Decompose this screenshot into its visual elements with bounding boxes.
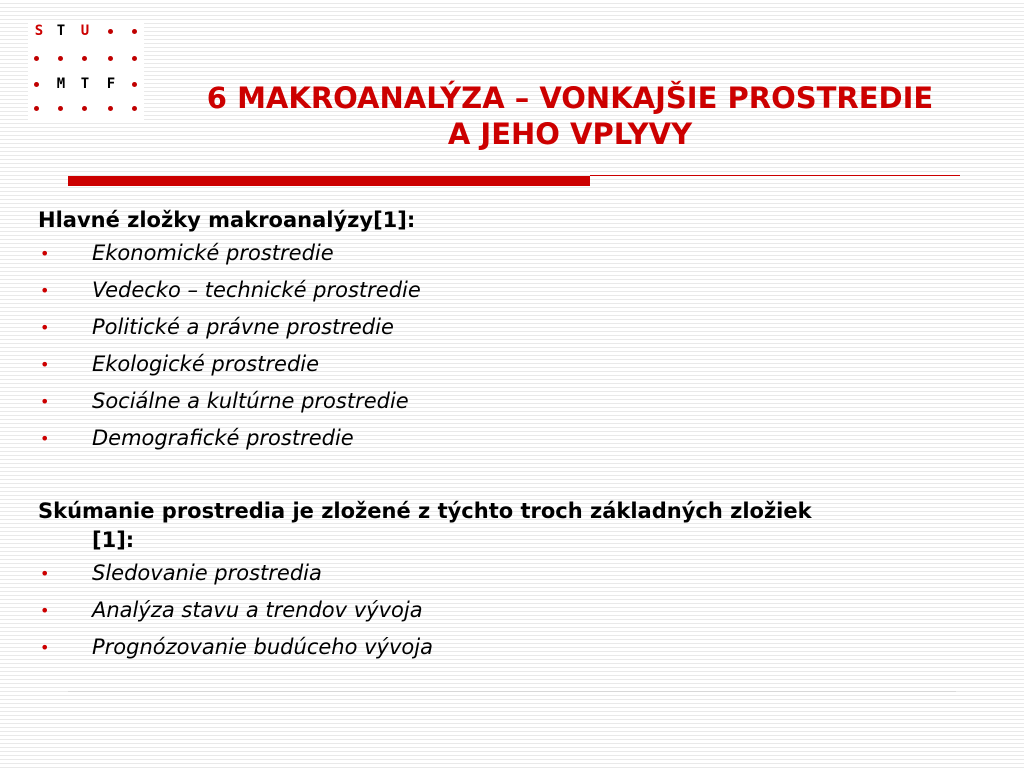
section2-heading — [38, 497, 998, 555]
bullet-marker: • — [40, 355, 50, 374]
logo-letter-u: U — [80, 23, 90, 39]
logo-dot — [82, 106, 87, 111]
bullet-marker: • — [40, 392, 50, 411]
logo-dot — [108, 56, 113, 61]
logo-letter-s: S — [34, 23, 44, 39]
logo-dot — [132, 106, 137, 111]
logo-letter-t2: T — [80, 76, 90, 92]
bullet-marker: • — [40, 281, 50, 300]
bullet-marker: • — [40, 318, 50, 337]
logo-dot — [108, 29, 113, 34]
slide-title — [160, 80, 980, 152]
list-item-label: Vedecko – technické prostredie — [92, 278, 421, 302]
logo-letter-t: T — [56, 23, 66, 39]
list-item-label: Prognózovanie budúceho vývoja — [92, 635, 433, 659]
section-spacer — [38, 457, 998, 497]
slide-content — [38, 206, 998, 666]
logo-dot — [132, 56, 137, 61]
section1-list — [38, 235, 998, 457]
logo-dot — [34, 106, 39, 111]
list-item — [38, 272, 998, 309]
title-underline-thick — [68, 176, 590, 186]
logo-letter-f: F — [106, 76, 116, 92]
logo-letter-m: M — [56, 76, 66, 92]
logo-dot — [58, 56, 63, 61]
slide-title-line1: 6 MAKROANALÝZA – VONKAJŠIE PROSTREDIE — [206, 81, 934, 115]
bullet-marker: • — [40, 244, 50, 263]
logo-dot — [132, 82, 137, 87]
logo-dot — [34, 56, 39, 61]
list-item — [38, 420, 998, 457]
section2-heading-line1: Skúmanie prostredia je zložené z týchto troch základných zložiek — [38, 499, 812, 523]
logo-dot — [58, 106, 63, 111]
bullet-marker: • — [40, 638, 50, 657]
section2-list — [38, 555, 998, 666]
logo-dot — [132, 29, 137, 34]
footer-divider — [68, 691, 956, 692]
list-item — [38, 555, 998, 592]
list-item — [38, 309, 998, 346]
list-item — [38, 346, 998, 383]
list-item — [38, 629, 998, 666]
logo-dot — [34, 82, 39, 87]
slide-title-line2: A JEHO VPLYVY — [447, 117, 693, 151]
stu-mtf-logo — [28, 20, 144, 120]
list-item-label: Ekonomické prostredie — [92, 241, 334, 265]
bullet-marker: • — [40, 564, 50, 583]
section2-heading-line2: [1]: — [92, 528, 135, 552]
list-item-label: Demografické prostredie — [92, 426, 354, 450]
list-item-label: Sociálne a kultúrne prostredie — [92, 389, 409, 413]
section1-heading: Hlavné zložky makroanalýzy[1]: — [38, 208, 416, 232]
list-item-label: Politické a právne prostredie — [92, 315, 394, 339]
bullet-marker: • — [40, 601, 50, 620]
list-item-label: Sledovanie prostredia — [92, 561, 322, 585]
list-item-label: Analýza stavu a trendov vývoja — [92, 598, 423, 622]
list-item — [38, 383, 998, 420]
list-item — [38, 592, 998, 629]
title-underline-thin — [590, 175, 960, 176]
list-item-label: Ekologické prostredie — [92, 352, 320, 376]
list-item — [38, 235, 998, 272]
logo-dot — [82, 56, 87, 61]
logo-dot — [108, 106, 113, 111]
bullet-marker: • — [40, 429, 50, 448]
